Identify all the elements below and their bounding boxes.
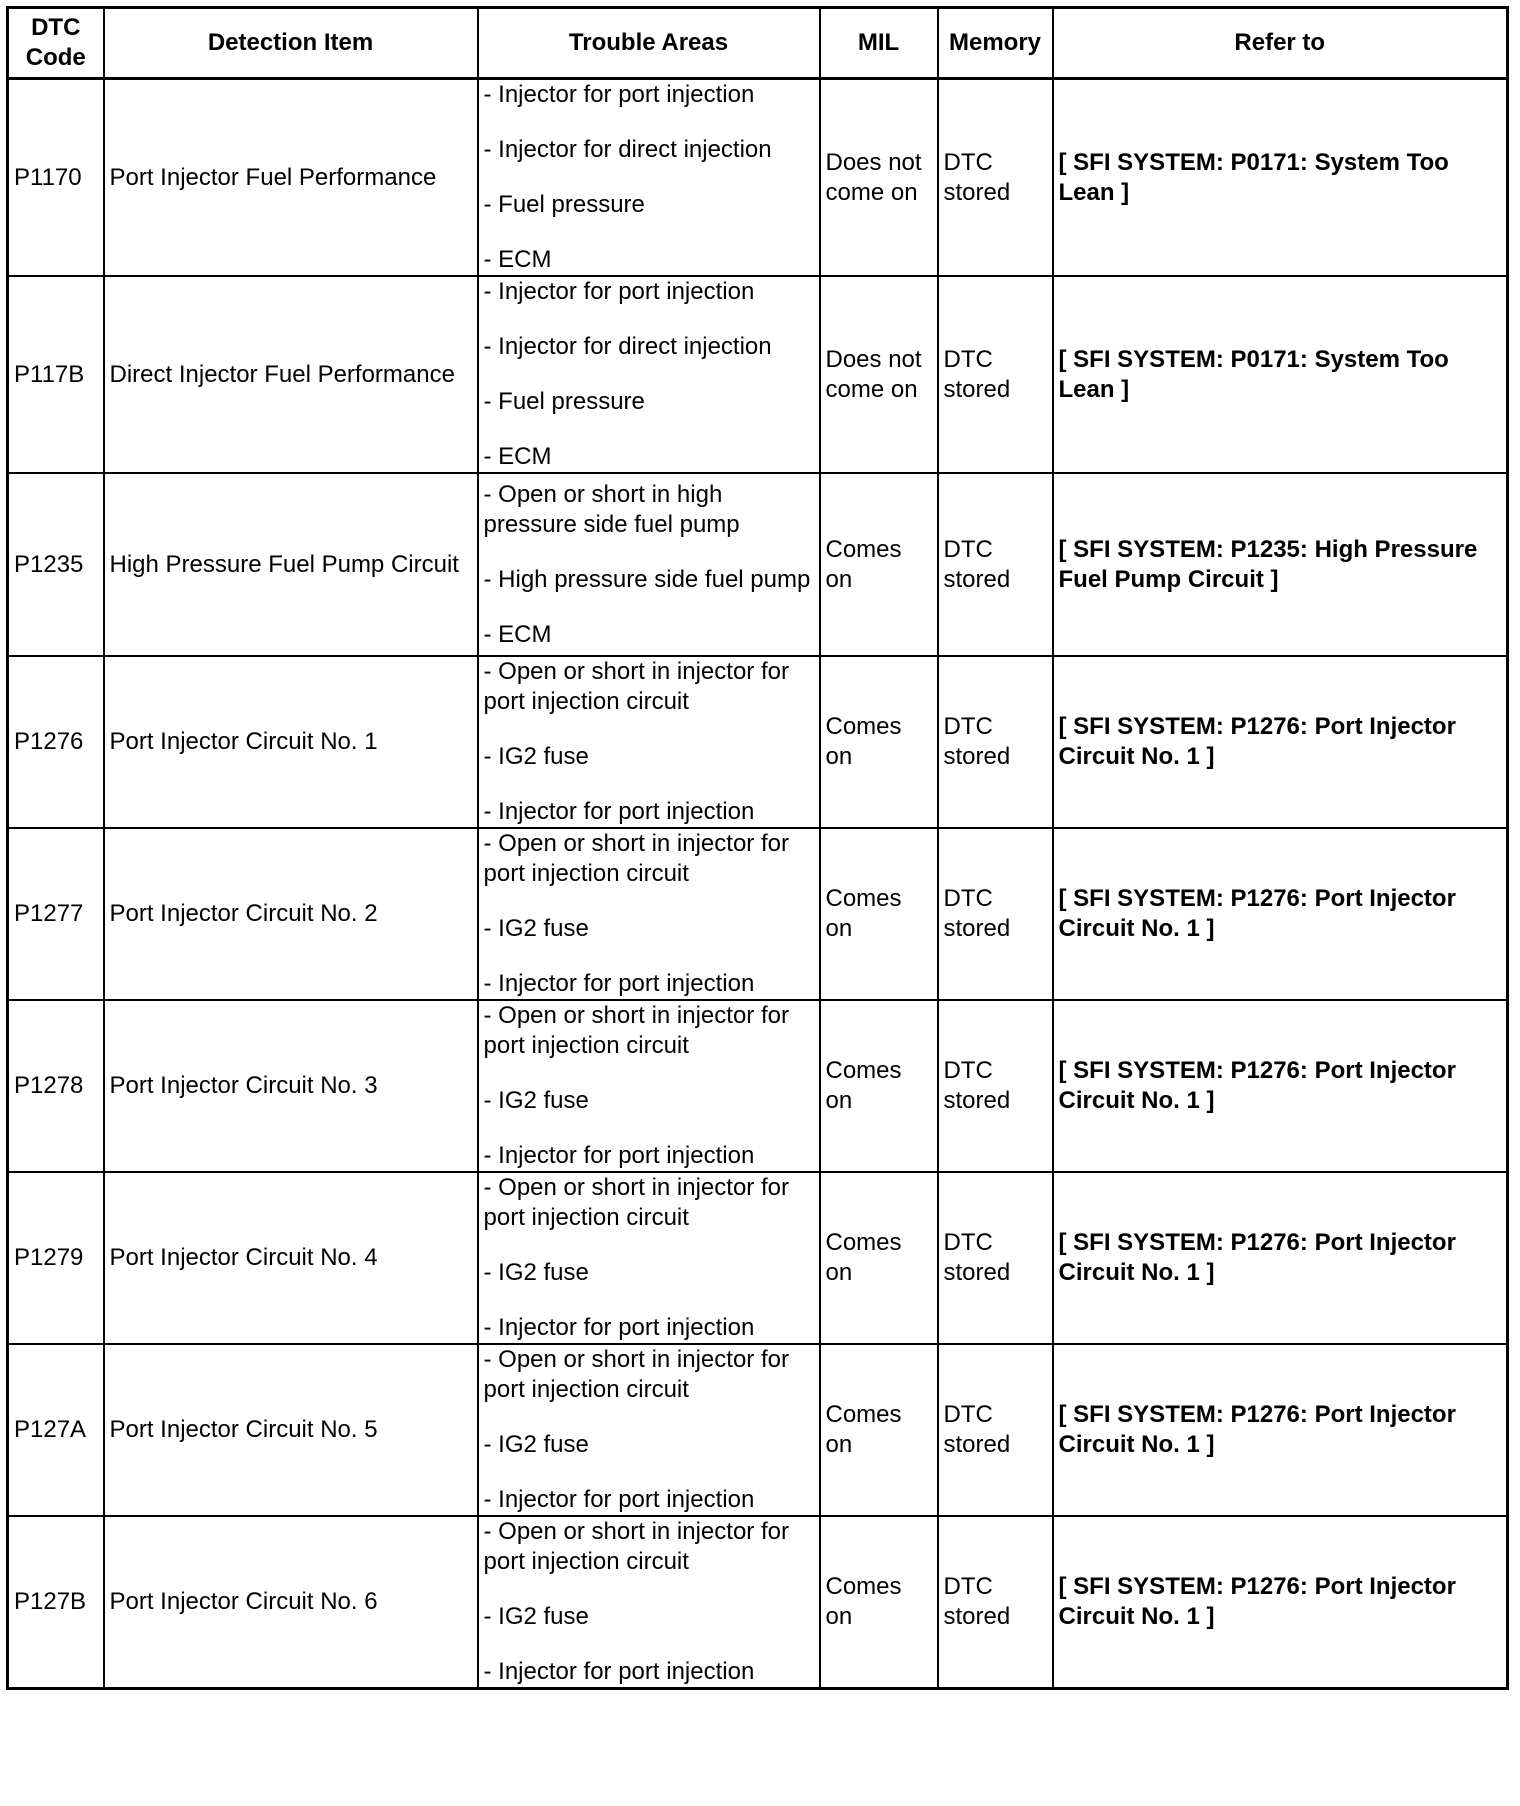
table-body <box>8 79 1508 1689</box>
trouble-areas-cell <box>478 276 820 473</box>
trouble-area-item: - High pressure side fuel pump <box>483 565 811 593</box>
table-row <box>8 1344 1508 1516</box>
mil-cell: Comes on <box>820 1172 938 1344</box>
memory-cell: DTC stored <box>938 828 1053 1000</box>
trouble-area-item: - Injector for port injection <box>483 278 755 305</box>
trouble-area-item: - Open or short in high pressure side fuel pump <box>483 480 740 538</box>
trouble-areas-cell <box>478 79 820 277</box>
dtc-code-cell: P1170 <box>8 79 104 277</box>
trouble-area-item: - ECM <box>483 443 552 470</box>
refer-to-cell: [ SFI SYSTEM: P1276: Port Injector Circuit No. 1 ] <box>1053 1172 1508 1344</box>
refer-to-cell: [ SFI SYSTEM: P1235: High Pressure Fuel Pump Circuit ] <box>1053 473 1508 656</box>
dtc-code-cell: P117B <box>8 276 104 473</box>
trouble-area-item: - Injector for port injection <box>483 970 755 997</box>
mil-cell: Comes on <box>820 473 938 656</box>
trouble-area-item: - Injector for direct injection <box>483 333 772 360</box>
memory-cell: DTC stored <box>938 1172 1053 1344</box>
refer-to-cell: [ SFI SYSTEM: P1276: Port Injector Circuit No. 1 ] <box>1053 656 1508 828</box>
trouble-areas-cell <box>478 473 820 656</box>
memory-cell: DTC stored <box>938 473 1053 656</box>
trouble-area-item: - Injector for port injection <box>483 1314 755 1341</box>
header-trouble-areas: Trouble Areas <box>478 8 820 79</box>
detection-item-cell: Port Injector Fuel Performance <box>104 79 478 277</box>
memory-cell: DTC stored <box>938 1344 1053 1516</box>
trouble-area-item: - IG2 fuse <box>483 915 589 942</box>
mil-cell: Comes on <box>820 656 938 828</box>
mil-cell: Comes on <box>820 1516 938 1689</box>
trouble-area-item: - Fuel pressure <box>483 191 645 218</box>
dtc-code-cell: P1279 <box>8 1172 104 1344</box>
header-mil: MIL <box>820 8 938 79</box>
detection-item-cell: High Pressure Fuel Pump Circuit <box>104 473 478 656</box>
trouble-areas-list <box>484 1173 814 1343</box>
trouble-area-item: - Injector for port injection <box>483 1658 755 1685</box>
dtc-code-cell: P127B <box>8 1516 104 1689</box>
mil-cell: Comes on <box>820 1344 938 1516</box>
detection-item-cell: Port Injector Circuit No. 6 <box>104 1516 478 1689</box>
memory-cell: DTC stored <box>938 656 1053 828</box>
table-row <box>8 1000 1508 1172</box>
trouble-areas-list <box>484 657 814 827</box>
header-memory: Memory <box>938 8 1053 79</box>
refer-to-cell: [ SFI SYSTEM: P1276: Port Injector Circuit No. 1 ] <box>1053 1000 1508 1172</box>
dtc-code-cell: P127A <box>8 1344 104 1516</box>
refer-to-cell: [ SFI SYSTEM: P1276: Port Injector Circuit No. 1 ] <box>1053 1344 1508 1516</box>
header-refer-to: Refer to <box>1053 8 1508 79</box>
trouble-areas-list <box>484 1001 814 1171</box>
trouble-area-item: - IG2 fuse <box>483 1087 589 1114</box>
dtc-code-cell: P1277 <box>8 828 104 1000</box>
refer-to-cell: [ SFI SYSTEM: P0171: System Too Lean ] <box>1053 79 1508 277</box>
memory-cell: DTC stored <box>938 79 1053 277</box>
trouble-area-item: - Open or short in injector for port injection circuit <box>483 1002 789 1059</box>
dtc-code-cell: P1235 <box>8 473 104 656</box>
trouble-area-item: - Injector for direct injection <box>483 136 772 163</box>
mil-cell: Comes on <box>820 1000 938 1172</box>
trouble-areas-cell <box>478 1000 820 1172</box>
trouble-area-item: - IG2 fuse <box>483 743 589 770</box>
trouble-areas-list <box>484 1517 814 1687</box>
trouble-areas-cell <box>478 828 820 1000</box>
table-row <box>8 473 1508 656</box>
memory-cell: DTC stored <box>938 1516 1053 1689</box>
trouble-area-item: - Open or short in injector for port injection circuit <box>483 1174 789 1231</box>
trouble-area-item: - Injector for port injection <box>483 1486 755 1513</box>
trouble-area-item: - ECM <box>483 620 552 648</box>
memory-cell: DTC stored <box>938 1000 1053 1172</box>
trouble-area-item: - IG2 fuse <box>483 1431 589 1458</box>
trouble-areas-list <box>484 1345 814 1515</box>
refer-to-cell: [ SFI SYSTEM: P1276: Port Injector Circuit No. 1 ] <box>1053 828 1508 1000</box>
table-row <box>8 656 1508 828</box>
trouble-area-item: - Fuel pressure <box>483 388 645 415</box>
detection-item-cell: Port Injector Circuit No. 2 <box>104 828 478 1000</box>
trouble-area-item: - Injector for port injection <box>483 81 755 108</box>
trouble-area-item: - IG2 fuse <box>483 1259 589 1286</box>
trouble-area-item: - Open or short in injector for port injection circuit <box>483 1518 789 1575</box>
detection-item-cell: Port Injector Circuit No. 1 <box>104 656 478 828</box>
table-row <box>8 828 1508 1000</box>
trouble-areas-list <box>484 80 814 275</box>
refer-to-cell: [ SFI SYSTEM: P0171: System Too Lean ] <box>1053 276 1508 473</box>
dtc-code-cell: P1278 <box>8 1000 104 1172</box>
trouble-area-item: - ECM <box>483 246 552 273</box>
dtc-table <box>6 6 1509 1690</box>
header-dtc-code: DTC Code <box>8 8 104 79</box>
header-detection-item: Detection Item <box>104 8 478 79</box>
trouble-areas-list <box>484 829 814 999</box>
detection-item-cell: Port Injector Circuit No. 5 <box>104 1344 478 1516</box>
table-row <box>8 276 1508 473</box>
mil-cell: Does not come on <box>820 79 938 277</box>
detection-item-cell: Port Injector Circuit No. 3 <box>104 1000 478 1172</box>
dtc-code-cell: P1276 <box>8 656 104 828</box>
detection-item-cell: Port Injector Circuit No. 4 <box>104 1172 478 1344</box>
table-row <box>8 79 1508 277</box>
trouble-area-item: - IG2 fuse <box>483 1603 589 1630</box>
trouble-areas-cell <box>478 1516 820 1689</box>
trouble-areas-list <box>484 277 814 472</box>
refer-to-cell: [ SFI SYSTEM: P1276: Port Injector Circuit No. 1 ] <box>1053 1516 1508 1689</box>
header-row <box>8 8 1508 79</box>
trouble-area-item: - Open or short in injector for port injection circuit <box>483 658 789 715</box>
trouble-area-item: - Open or short in injector for port injection circuit <box>483 1346 789 1403</box>
memory-cell: DTC stored <box>938 276 1053 473</box>
trouble-areas-list <box>484 480 814 650</box>
detection-item-cell: Direct Injector Fuel Performance <box>104 276 478 473</box>
table-header <box>8 8 1508 79</box>
trouble-area-item: - Injector for port injection <box>483 798 755 825</box>
table-row <box>8 1516 1508 1689</box>
trouble-areas-cell <box>478 656 820 828</box>
mil-cell: Comes on <box>820 828 938 1000</box>
mil-cell: Does not come on <box>820 276 938 473</box>
trouble-area-item: - Injector for port injection <box>483 1142 755 1169</box>
trouble-areas-cell <box>478 1172 820 1344</box>
trouble-areas-cell <box>478 1344 820 1516</box>
table-row <box>8 1172 1508 1344</box>
trouble-area-item: - Open or short in injector for port injection circuit <box>483 830 789 887</box>
